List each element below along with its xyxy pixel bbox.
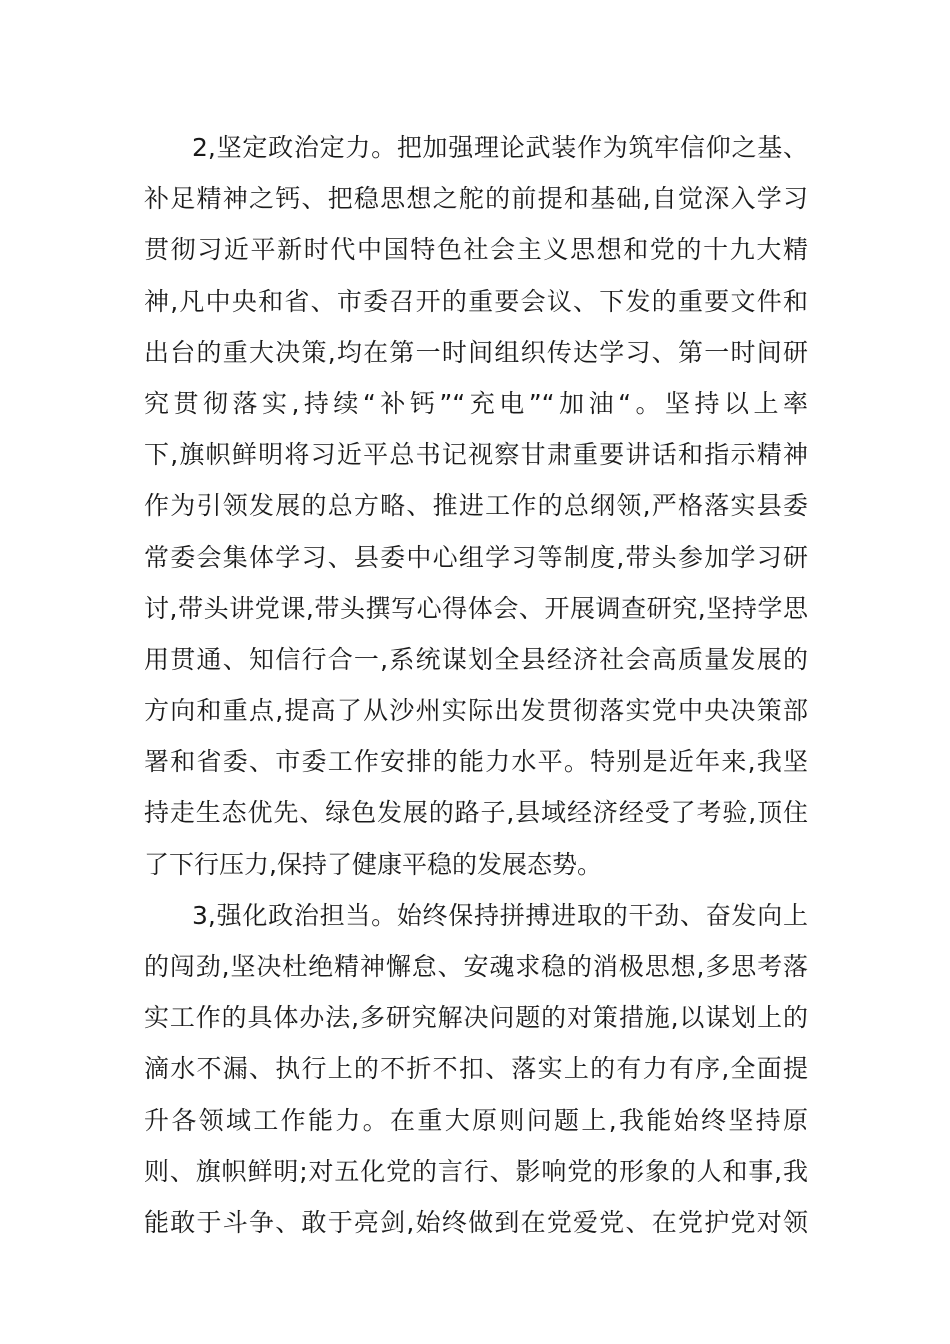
text-line: 持走生态优先、绿色发展的路子,县域经济经受了考验,顶住 <box>144 798 808 828</box>
body-text <box>144 122 808 1248</box>
text-line: 下,旗帜鲜明将习近平总书记视察甘肃重要讲话和指示精神 <box>144 440 808 470</box>
text-line: 升各领域工作能力。在重大原则问题上,我能始终坚持原 <box>144 1105 808 1135</box>
text-line: 出台的重大决策,均在第一时间组织传达学习、第一时间研 <box>144 337 808 367</box>
text-line: 2,坚定政治定力。把加强理论武装作为筑牢信仰之基、 <box>192 133 808 162</box>
text-line: 讨,带头讲党课,带头撰写心得体会、开展调查研究,坚持学思 <box>144 593 808 623</box>
text-line: 方向和重点,提高了从沙州实际出发贯彻落实党中央决策部 <box>144 696 808 726</box>
text-line: 作为引领发展的总方略、推进工作的总纲领,严格落实县委 <box>144 491 808 521</box>
text-line: 神,凡中央和省、市委召开的重要会议、下发的重要文件和 <box>144 286 808 316</box>
text-line: 的闯劲,坚决杜绝精神懈怠、安魂求稳的消极思想,多思考落 <box>144 952 808 981</box>
text-line: 补足精神之钙、把稳思想之舵的前提和基础,自觉深入学习 <box>144 184 808 214</box>
text-line: 则、旗帜鲜明;对五化党的言行、影响党的形象的人和事,我 <box>144 1156 808 1186</box>
text-line: 能敢于斗争、敢于亮剑,始终做到在党爱党、在党护党对领 <box>144 1207 808 1237</box>
text-line: 贯彻习近平新时代中国特色社会主义思想和党的十九大精 <box>144 235 808 265</box>
text-line: 究贯彻落实,持续“补钙”“充电”“加油“。坚持以上率 <box>144 388 808 418</box>
text-line: 实工作的具体办法,多研究解决问题的对策措施,以谋划上的 <box>144 1003 808 1033</box>
text-line: 滴水不漏、执行上的不折不扣、落实上的有力有序,全面提 <box>144 1054 808 1084</box>
text-line: 常委会集体学习、县委中心组学习等制度,带头参加学习研 <box>144 542 808 572</box>
text-line: 署和省委、市委工作安排的能力水平。特别是近年来,我坚 <box>144 747 808 777</box>
text-line: 3,强化政治担当。始终保持拼搏进取的干劲、奋发向上 <box>192 900 808 930</box>
text-line: 了下行压力,保持了健康平稳的发展态势。 <box>144 849 602 879</box>
text-line: 用贯通、知信行合一,系统谋划全县经济社会高质量发展的 <box>144 644 808 674</box>
